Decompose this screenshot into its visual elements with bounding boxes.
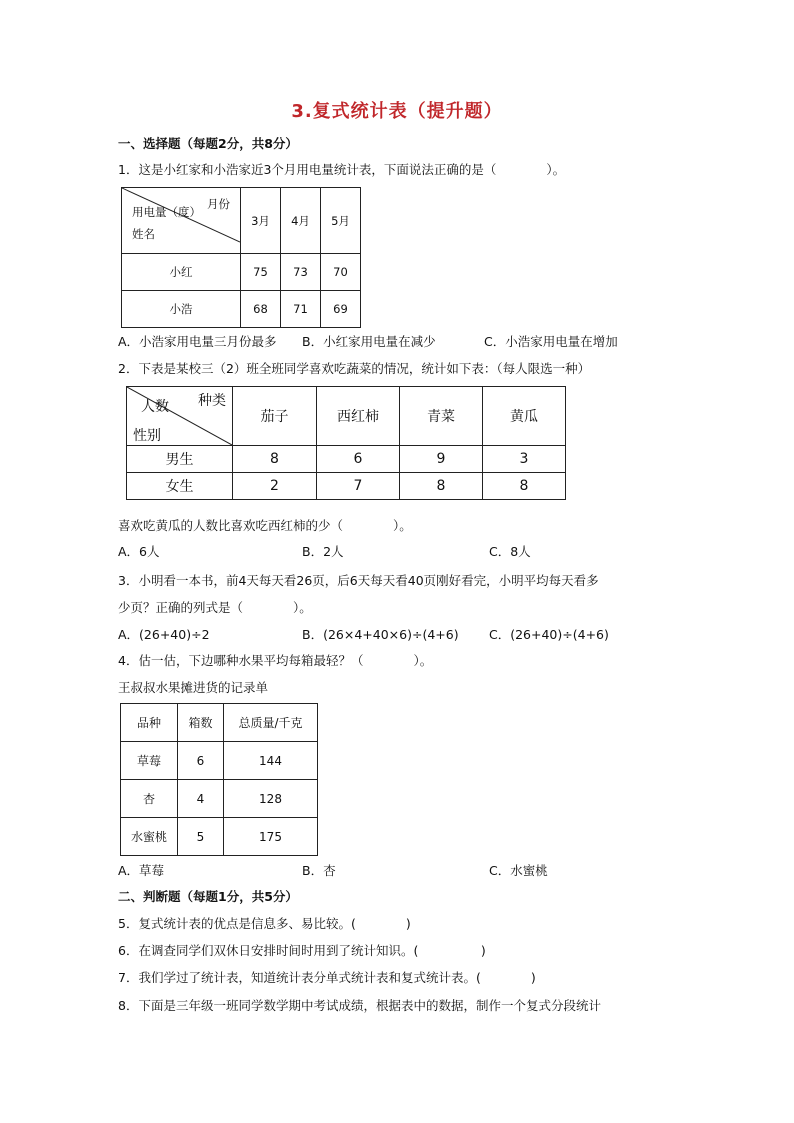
column-header: 总质量/千克 [224,704,318,742]
vegetable-table [126,386,566,500]
table-cell: 9 [400,446,483,473]
option-b: B．(26×4+40×6)÷(4+6) [302,627,459,642]
question-2-subquestion: 喜欢吃黄瓜的人数比喜欢吃西红柿的少（ ）。 [118,518,412,533]
table-cell: 144 [224,742,318,780]
table-cell: 8 [400,473,483,500]
table-cell: 71 [281,291,321,328]
header-gender-label: 性别 [133,428,161,444]
table-row [127,473,566,500]
option-a: A．草莓 [118,863,165,878]
header-usage-label: 用电量（度） [132,205,201,219]
table-cell: 草莓 [121,742,178,780]
option-b: B．小红家用电量在减少 [302,334,436,349]
fruit-table [120,703,318,856]
table-cell: 2 [233,473,317,500]
column-header: 4月 [281,188,321,254]
column-header: 黄瓜 [483,387,566,446]
table-caption: 王叔叔水果摊进货的记录单 [118,680,269,695]
question-4-text: 4．估一估，下边哪种水果平均每箱最轻？（ ）。 [118,653,433,668]
table-cell: 8 [233,446,317,473]
table-cell: 水蜜桃 [121,818,178,856]
column-header: 箱数 [178,704,224,742]
header-month-label: 月份 [207,197,230,211]
row-name: 小红 [122,254,241,291]
column-header: 品种 [121,704,178,742]
question-3-line-1: 3．小明看一本书，前4天每天看26页，后6天每天看40页刚好看完，小明平均每天看多 [118,573,599,588]
header-category-label: 种类 [198,393,226,409]
table-cell: 73 [281,254,321,291]
question-2-text: 2．下表是某校三（2）班全班同学喜欢吃蔬菜的情况，统计如下表：（每人限选一种） [118,361,591,376]
table-cell: 杏 [121,780,178,818]
option-c: C．8人 [489,544,531,559]
diagonal-header-cell [122,188,241,254]
table-cell: 6 [317,446,400,473]
table-row [122,291,361,328]
option-b: B．杏 [302,863,336,878]
table-cell: 7 [317,473,400,500]
column-header: 5月 [321,188,361,254]
row-name: 小浩 [122,291,241,328]
question-1-text: 1．这是小红家和小浩家近3个月用电量统计表，下面说法正确的是（ ）。 [118,162,566,177]
table-row [127,446,566,473]
table-cell: 68 [241,291,281,328]
option-a: A．(26+40)÷2 [118,627,210,642]
option-c: C．小浩家用电量在增加 [484,334,618,349]
page-title: 3.复式统计表（提升题） [291,101,503,122]
option-a: A．小浩家用电量三月份最多 [118,334,277,349]
table-row [121,780,318,818]
column-header: 青菜 [400,387,483,446]
table-cell: 69 [321,291,361,328]
header-name-label: 姓名 [132,227,155,241]
table-cell: 3 [483,446,566,473]
table-cell: 128 [224,780,318,818]
question-5-text: 5．复式统计表的优点是信息多、易比较。( ) [118,916,411,931]
option-a: A．6人 [118,544,160,559]
row-name: 男生 [127,446,233,473]
option-b: B．2人 [302,544,344,559]
section-heading-choice: 一、选择题（每题2分，共8分） [118,136,298,151]
column-header: 3月 [241,188,281,254]
option-c: C．(26+40)÷(4+6) [489,627,609,642]
table-cell: 5 [178,818,224,856]
electricity-table [121,187,361,328]
table-cell: 70 [321,254,361,291]
diagonal-header-cell [127,387,233,446]
table-row [121,818,318,856]
question-3-line-2: 少页？正确的列式是（ ）。 [118,600,312,615]
section-heading-judge: 二、判断题（每题1分，共5分） [118,889,298,904]
table-row [122,254,361,291]
table-row [121,742,318,780]
table-cell: 8 [483,473,566,500]
header-count-label: 人数 [141,399,169,415]
column-header: 西红柿 [317,387,400,446]
option-c: C．水蜜桃 [489,863,548,878]
table-cell: 6 [178,742,224,780]
question-8-text: 8．下面是三年级一班同学数学期中考试成绩，根据表中的数据，制作一个复式分段统计 [118,998,601,1013]
question-6-text: 6．在调查同学们双休日安排时间时用到了统计知识。( ) [118,943,486,958]
row-name: 女生 [127,473,233,500]
question-7-text: 7．我们学过了统计表，知道统计表分单式统计表和复式统计表。( ) [118,970,536,985]
table-cell: 75 [241,254,281,291]
table-cell: 4 [178,780,224,818]
column-header: 茄子 [233,387,317,446]
table-cell: 175 [224,818,318,856]
